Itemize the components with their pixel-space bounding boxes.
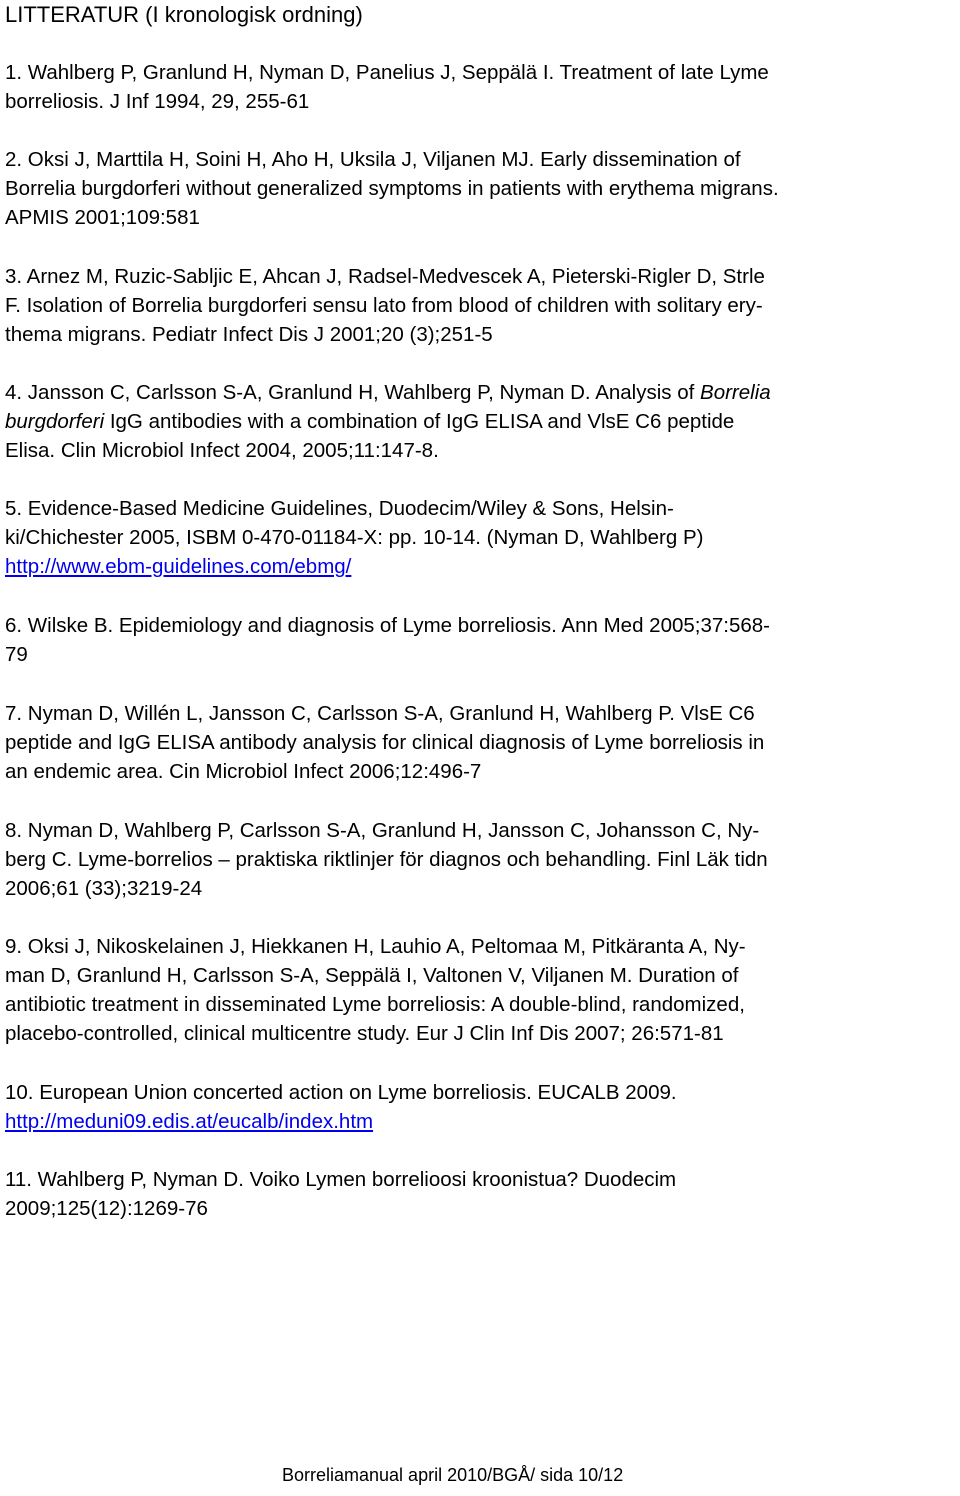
reference-line: 2. Oksi J, Marttila H, Soini H, Aho H, Uksila J, Viljanen MJ. Early dissemination of [5, 148, 741, 171]
reference-line: 7. Nyman D, Willén L, Jansson C, Carlsson S-A, Granlund H, Wahlberg P. VlsE C6 [5, 702, 755, 725]
reference-4 [5, 378, 771, 465]
reference-line: man D, Granlund H, Carlsson S-A, Seppälä I, Valtonen V, Viljanen M. Duration of [5, 964, 739, 987]
reference-3 [5, 262, 765, 349]
reference-line: 79 [5, 643, 28, 666]
reference-line: placebo-controlled, clinical multicentre study. Eur J Clin Inf Dis 2007; 26:571-81 [5, 1022, 724, 1045]
reference-2 [5, 145, 779, 232]
reference-line: peptide and IgG ELISA antibody analysis for clinical diagnosis of Lyme borreliosis in [5, 731, 765, 754]
reference-line: thema migrans. Pediatr Infect Dis J 2001;20 (3);251-5 [5, 323, 493, 346]
reference-7 [5, 699, 764, 786]
reference-11 [5, 1165, 676, 1223]
reference-6 [5, 611, 770, 669]
reference-line: F. Isolation of Borrelia burgdorferi sensu lato from blood of children with solitary ery- [5, 294, 763, 317]
reference-text: 4. Jansson C, Carlsson S-A, Granlund H, Wahlberg P, Nyman D. Analysis of [5, 381, 701, 404]
reference-line: 1. Wahlberg P, Granlund H, Nyman D, Panelius J, Seppälä I. Treatment of late Lyme [5, 61, 769, 84]
reference-line: 10. European Union concerted action on Lyme borreliosis. EUCALB 2009. [5, 1081, 677, 1104]
reference-line: 2009;125(12):1269-76 [5, 1197, 208, 1220]
reference-line: 9. Oksi J, Nikoskelainen J, Hiekkanen H, Lauhio A, Peltomaa M, Pitkäranta A, Ny- [5, 935, 746, 958]
page-title: LITTERATUR (I kronologisk ordning) [5, 2, 363, 27]
reference-line: an endemic area. Cin Microbiol Infect 2006;12:496-7 [5, 760, 482, 783]
reference-line: APMIS 2001;109:581 [5, 206, 200, 229]
page-footer: Borreliamanual april 2010/BGÅ/ sida 10/12 [282, 1465, 624, 1485]
reference-line: 8. Nyman D, Wahlberg P, Carlsson S-A, Granlund H, Jansson C, Johansson C, Ny- [5, 819, 760, 842]
reference-8 [5, 816, 768, 903]
reference-line: 3. Arnez M, Ruzic-Sabljic E, Ahcan J, Radsel-Medvescek A, Pieterski-Rigler D, Strle [5, 265, 765, 288]
reference-text: IgG antibodies with a combination of IgG ELISA and VlsE C6 peptide [104, 410, 735, 433]
reference-line: 5. Evidence-Based Medicine Guidelines, Duodecim/Wiley & Sons, Helsin- [5, 497, 674, 520]
reference-1 [5, 58, 769, 116]
reference-line [5, 378, 771, 407]
reference-line: antibiotic treatment in disseminated Lyme borreliosis: A double-blind, randomized, [5, 993, 745, 1016]
eucalb-link[interactable]: http://meduni09.edis.at/eucalb/index.htm [5, 1110, 374, 1133]
reference-line: Borrelia burgdorferi without generalized symptoms in patients with erythema migrans. [5, 177, 779, 200]
reference-line [5, 407, 771, 436]
reference-line: 6. Wilske B. Epidemiology and diagnosis of Lyme borreliosis. Ann Med 2005;37:568- [5, 614, 770, 637]
italic-species-name: burgdorferi [5, 410, 105, 433]
reference-line: 2006;61 (33);3219-24 [5, 877, 203, 900]
italic-species-name: Borrelia [700, 381, 771, 404]
reference-line: Elisa. Clin Microbiol Infect 2004, 2005;11:147-8. [5, 439, 439, 462]
reference-line: berg C. Lyme-borrelios – praktiska riktlinjer för diagnos och behandling. Finl Läk tidn [5, 848, 768, 871]
reference-line: ki/Chichester 2005, ISBM 0-470-01184-X: pp. 10-14. (Nyman D, Wahlberg P) [5, 526, 704, 549]
ebm-guidelines-link[interactable]: http://www.ebm-guidelines.com/ebmg/ [5, 555, 352, 578]
reference-line: 11. Wahlberg P, Nyman D. Voiko Lymen borrelioosi kroonistua? Duodecim [5, 1168, 677, 1191]
reference-5 [5, 494, 703, 581]
reference-9 [5, 932, 746, 1048]
reference-10 [5, 1078, 677, 1136]
reference-line: borreliosis. J Inf 1994, 29, 255-61 [5, 90, 310, 113]
